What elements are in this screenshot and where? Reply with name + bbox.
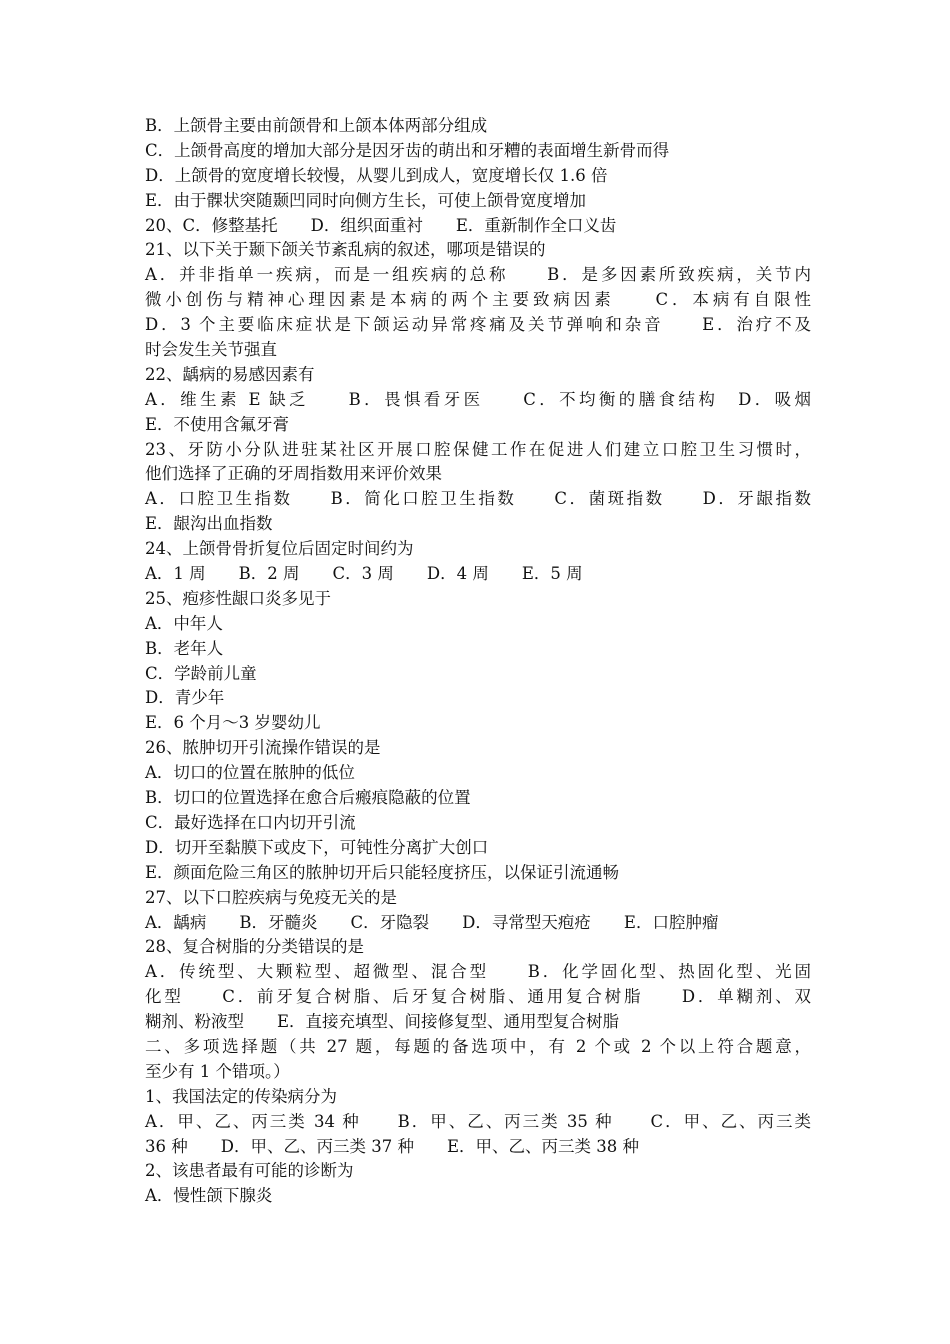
text-line: 2、该患者最有可能的诊断为 (145, 1161, 354, 1181)
text-line: D．上颌骨的宽度增长较慢，从婴儿到成人，宽度增长仅 1.6 倍 (145, 165, 608, 185)
text-line: A．中年人 (145, 613, 223, 633)
text-line: D．青少年 (145, 688, 225, 708)
text-line: 糊剂、粉液型 E．直接充填型、间接修复型、通用型复合树脂 (145, 1012, 620, 1032)
text-line: 他们选择了正确的牙周指数用来评价效果 (145, 464, 442, 484)
text-line: B．上颌骨主要由前颌骨和上颌本体两部分组成 (145, 116, 488, 135)
text-line: 化型 C．前牙复合树脂、后牙复合树脂、通用复合树脂 D．单糊剂、双 (145, 987, 811, 1007)
document-body (145, 114, 811, 1209)
text-line: C．上颌骨高度的增加大部分是因牙齿的萌出和牙糟的表面增生新骨而得 (145, 140, 670, 160)
text-line: E．由于髁状突随颞凹同时向侧方生长，可使上颌骨宽度增加 (145, 190, 587, 210)
text-line: A．切口的位置在脓肿的低位 (145, 763, 355, 783)
text-line: A．传统型、大颗粒型、超微型、混合型 B．化学固化型、热固化型、光固 (145, 962, 811, 982)
text-line: 22、龋病的易感因素有 (145, 364, 315, 384)
text-line: D．3 个主要临床症状是下颌运动异常疼痛及关节弹响和杂音 E．治疗不及 (145, 315, 811, 335)
text-line: A．口腔卫生指数 B．简化口腔卫生指数 C．菌斑指数 D．牙龈指数 (145, 489, 811, 509)
text-line: C．学龄前儿童 (145, 663, 257, 683)
text-line: D．切开至黏膜下或皮下，可钝性分离扩大创口 (145, 837, 489, 857)
text-line: B．老年人 (145, 638, 224, 658)
text-line: E．6 个月～3 岁婴幼儿 (145, 713, 321, 733)
text-line: E．颜面危险三角区的脓肿切开后只能轻度挤压，以保证引流通畅 (145, 862, 620, 882)
text-line: 20、C．修整基托 D．组织面重衬 E．重新制作全口义齿 (145, 215, 617, 235)
text-line: 至少有 1 个错项。） (145, 1061, 290, 1081)
text-line: 25、疱疹性龈口炎多见于 (145, 588, 331, 608)
text-line: 23、牙防小分队进驻某社区开展口腔保健工作在促进人们建立口腔卫生习惯时， (145, 439, 811, 459)
text-line: 27、以下口腔疾病与免疫无关的是 (145, 887, 397, 907)
text-line: A．1 周 B．2 周 C．3 周 D．4 周 E．5 周 (145, 564, 583, 584)
text-line: 26、脓肿切开引流操作错误的是 (145, 738, 381, 758)
text-line: 24、上颌骨骨折复位后固定时间约为 (145, 539, 414, 559)
text-line: A．甲、乙、丙三类 34 种 B．甲、乙、丙三类 35 种 C．甲、乙、丙三类 (145, 1111, 811, 1131)
text-line: A．慢性颌下腺炎 (145, 1186, 273, 1206)
text-line: E．不使用含氟牙膏 (145, 414, 290, 434)
text-line: 时会发生关节强直 (145, 340, 277, 360)
text-line: B．切口的位置选择在愈合后瘢痕隐蔽的位置 (145, 788, 471, 808)
text-line: 二、多项选择题（共 27 题，每题的备选项中，有 2 个或 2 个以上符合题意， (145, 1036, 811, 1056)
text-line: 1、我国法定的传染病分为 (145, 1086, 337, 1106)
text-line: C．最好选择在口内切开引流 (145, 812, 356, 832)
text-line: 微小创伤与精神心理因素是本病的两个主要致病因素 C．本病有自限性 (145, 290, 811, 310)
text-line: A．并非指单一疾病，而是一组疾病的总称 B．是多因素所致疾病，关节内 (145, 265, 811, 285)
text-line: E．龈沟出血指数 (145, 514, 273, 534)
text-line: 36 种 D．甲、乙、丙三类 37 种 E．甲、乙、丙三类 38 种 (145, 1136, 639, 1156)
text-line: A．维生素 E 缺乏 B．畏惧看牙医 C．不均衡的膳食结构 D．吸烟 (145, 389, 811, 409)
text-line: A．龋病 B．牙髓炎 C．牙隐裂 D．寻常型天疱疮 E．口腔肿瘤 (145, 912, 719, 932)
text-line: 28、复合树脂的分类错误的是 (145, 937, 364, 957)
text-line: 21、以下关于颞下颌关节紊乱病的叙述，哪项是错误的 (145, 240, 546, 260)
